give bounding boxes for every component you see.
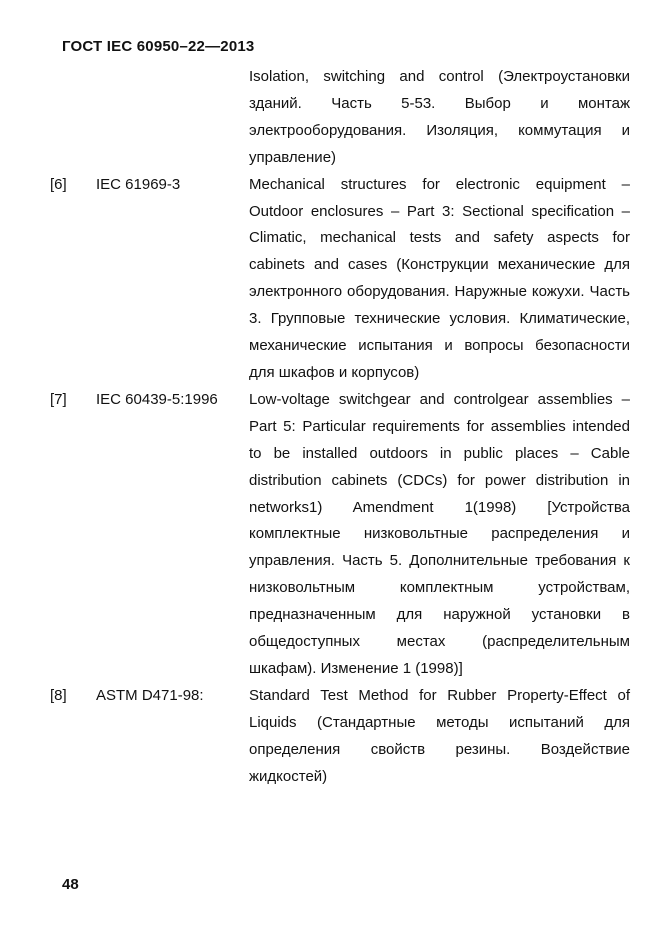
reference-description: Standard Test Method for Rubber Property-Effect of Liquids (Стандартные методы испытаний для определения свойств резины. Воздействие жидкостей) [249,686,630,785]
bibliography-entry-8 [0,683,661,791]
reference-code: ASTM D471-98: [96,686,204,704]
reference-number: [6] [50,175,67,193]
reference-number: [7] [50,390,67,408]
reference-code: IEC 61969-3 [96,175,181,193]
reference-number: [8] [50,686,67,704]
bibliography-entry-continuation [0,64,661,172]
reference-description: Low-voltage switchgear and controlgear assemblies – Part 5: Particular requirements for assemblies intended to be installed outdoors in public places – Cable distribution cabinets (CDCs) for power distribution in networks1) Amendment 1(1998) [Устройства комплектные низковольтные распределения и управления. Часть 5. Дополнительные требования к низковольтным комплектным устройствам, предназначенным для наружной установки в общедоступных местах (распределительным шкафам). Изменение 1 (1998)] [249,390,630,677]
reference-description: Mechanical structures for electronic equipment – Outdoor enclosures – Part 3: Sectional specification – Climatic, mechanical tests and safety aspects for cabinets and cases (Конструкции механические для электронного оборудования. Наружные кожухи. Часть 3. Групповые технические условия. Климатические, механические испытания и вопросы безопасности для шкафов и корпусов) [249,175,630,381]
reference-description: Isolation, switching and control (Электроустановки зданий. Часть 5-53. Выбор и монтаж электрооборудования. Изоляция, коммутация и управление) [249,68,630,166]
bibliography-entry-6 [0,172,661,387]
document-header: ГОСТ IEC 60950–22—2013 [62,38,255,55]
bibliography-entry-7 [0,387,661,683]
reference-code: IEC 60439-5:1996 [96,390,218,408]
bibliography-list [0,64,661,790]
page-number: 48 [62,876,79,893]
